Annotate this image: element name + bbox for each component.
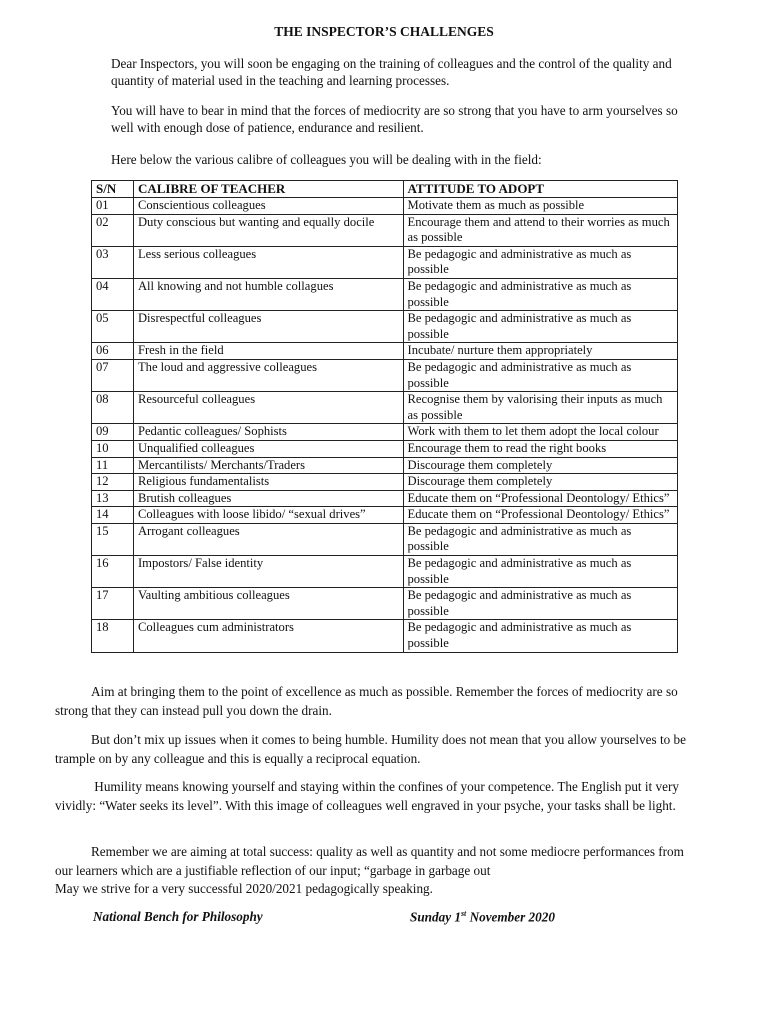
row-attitude: Educate them on “Professional Deontology/ Ethics” — [403, 490, 678, 507]
table-row — [92, 343, 678, 360]
row-attitude: Be pedagogic and administrative as much as possible — [403, 246, 678, 278]
document-title: THE INSPECTOR’S CHALLENGES — [274, 24, 494, 39]
row-sn: 16 — [92, 556, 134, 588]
row-calibre: Colleagues with loose libido/ “sexual drives” — [133, 507, 403, 524]
intro-paragraph-3: Here below the various calibre of colleagues you will be dealing with in the field: — [111, 152, 542, 167]
row-sn: 03 — [92, 246, 134, 278]
row-sn: 02 — [92, 214, 134, 246]
intro-paragraph-1: Dear Inspectors, you will soon be engaging on the training of colleagues and the control of the quality and quantity of material used in the teaching and learning processes. — [111, 56, 672, 88]
row-attitude: Be pedagogic and administrative as much as possible — [403, 278, 678, 310]
row-attitude: Be pedagogic and administrative as much as possible — [403, 556, 678, 588]
row-attitude: Encourage them to read the right books — [403, 440, 678, 457]
row-calibre: Less serious colleagues — [133, 246, 403, 278]
row-attitude: Educate them on “Professional Deontology/ Ethics” — [403, 507, 678, 524]
row-attitude: Motivate them as much as possible — [403, 198, 678, 215]
row-calibre: Vaulting ambitious colleagues — [133, 588, 403, 620]
table-row — [92, 359, 678, 391]
row-attitude: Be pedagogic and administrative as much as possible — [403, 620, 678, 652]
table-row — [92, 588, 678, 620]
table-row — [92, 424, 678, 441]
row-attitude: Discourage them completely — [403, 457, 678, 474]
table-row — [92, 278, 678, 310]
table-row — [92, 457, 678, 474]
row-attitude: Recognise them by valorising their inputs as much as possible — [403, 392, 678, 424]
row-calibre: Fresh in the field — [133, 343, 403, 360]
row-sn: 14 — [92, 507, 134, 524]
closing-paragraph-3: Humility means knowing yourself and staying within the confines of your competence. The English put it very vividly: “Water seeks its level”. With this image of colleagues well engraved in your psyche, your tasks shall be light. — [55, 779, 679, 813]
table-row — [92, 507, 678, 524]
row-calibre: Resourceful colleagues — [133, 392, 403, 424]
table-row — [92, 311, 678, 343]
row-attitude: Be pedagogic and administrative as much as possible — [403, 523, 678, 555]
row-sn: 07 — [92, 359, 134, 391]
row-calibre: The loud and aggressive colleagues — [133, 359, 403, 391]
table-row — [92, 392, 678, 424]
row-calibre: Colleagues cum administrators — [133, 620, 403, 652]
row-attitude: Work with them to let them adopt the local colour — [403, 424, 678, 441]
footer-date: Sunday 1st November 2020 — [410, 909, 555, 925]
table-row — [92, 620, 678, 652]
table-row — [92, 490, 678, 507]
row-sn: 05 — [92, 311, 134, 343]
row-sn: 08 — [92, 392, 134, 424]
row-calibre: Arrogant colleagues — [133, 523, 403, 555]
row-sn: 13 — [92, 490, 134, 507]
row-calibre: All knowing and not humble collagues — [133, 278, 403, 310]
row-calibre: Religious fundamentalists — [133, 474, 403, 491]
row-calibre: Brutish colleagues — [133, 490, 403, 507]
row-attitude: Incubate/ nurture them appropriately — [403, 343, 678, 360]
row-attitude: Be pedagogic and administrative as much as possible — [403, 588, 678, 620]
header-calibre: CALIBRE OF TEACHER — [133, 181, 403, 198]
row-calibre: Unqualified colleagues — [133, 440, 403, 457]
closing-paragraph-2: But don’t mix up issues when it comes to being humble. Humility does not mean that you allow yourselves to be trample on by any colleague and this is equally a reciprocal equation. — [55, 732, 686, 766]
table-header-row — [92, 181, 678, 198]
closing-paragraph-4: Remember we are aiming at total success: quality as well as quantity and not some mediocre performances from our learners which are a justifiable reflection of our input; “garbage in garbage out May we strive for a very successful 2020/2021 pedagogically speaking. — [55, 844, 684, 896]
table-row — [92, 198, 678, 215]
row-sn: 06 — [92, 343, 134, 360]
calibre-table — [91, 180, 678, 653]
table-row — [92, 556, 678, 588]
footer-organization: National Bench for Philosophy — [93, 909, 263, 924]
table-row — [92, 440, 678, 457]
row-sn: 17 — [92, 588, 134, 620]
row-sn: 12 — [92, 474, 134, 491]
row-sn: 01 — [92, 198, 134, 215]
row-attitude: Discourage them completely — [403, 474, 678, 491]
row-attitude: Be pedagogic and administrative as much as possible — [403, 359, 678, 391]
row-attitude: Encourage them and attend to their worries as much as possible — [403, 214, 678, 246]
row-calibre: Disrespectful colleagues — [133, 311, 403, 343]
row-sn: 09 — [92, 424, 134, 441]
closing-paragraph-1: Aim at bringing them to the point of excellence as much as possible. Remember the forces of mediocrity are so strong that they can instead pull you down the drain. — [55, 684, 678, 718]
row-calibre: Pedantic colleagues/ Sophists — [133, 424, 403, 441]
row-sn: 04 — [92, 278, 134, 310]
header-attitude: ATTITUDE TO ADOPT — [403, 181, 678, 198]
row-attitude: Be pedagogic and administrative as much as possible — [403, 311, 678, 343]
row-calibre: Duty conscious but wanting and equally docile — [133, 214, 403, 246]
table-row — [92, 214, 678, 246]
row-calibre: Conscientious colleagues — [133, 198, 403, 215]
row-calibre: Mercantilists/ Merchants/Traders — [133, 457, 403, 474]
row-sn: 15 — [92, 523, 134, 555]
row-sn: 10 — [92, 440, 134, 457]
header-sn: S/N — [92, 181, 134, 198]
intro-paragraph-2: You will have to bear in mind that the forces of mediocrity are so strong that you have to arm yourselves so well with enough dose of patience, endurance and resilient. — [111, 103, 678, 135]
table-row — [92, 246, 678, 278]
table-row — [92, 474, 678, 491]
table-body — [92, 198, 678, 653]
row-sn: 11 — [92, 457, 134, 474]
calibre-table-container — [91, 180, 678, 653]
row-calibre: Impostors/ False identity — [133, 556, 403, 588]
closing-wish: May we strive for a very successful 2020/2021 pedagogically speaking. — [55, 881, 433, 896]
table-row — [92, 523, 678, 555]
row-sn: 18 — [92, 620, 134, 652]
